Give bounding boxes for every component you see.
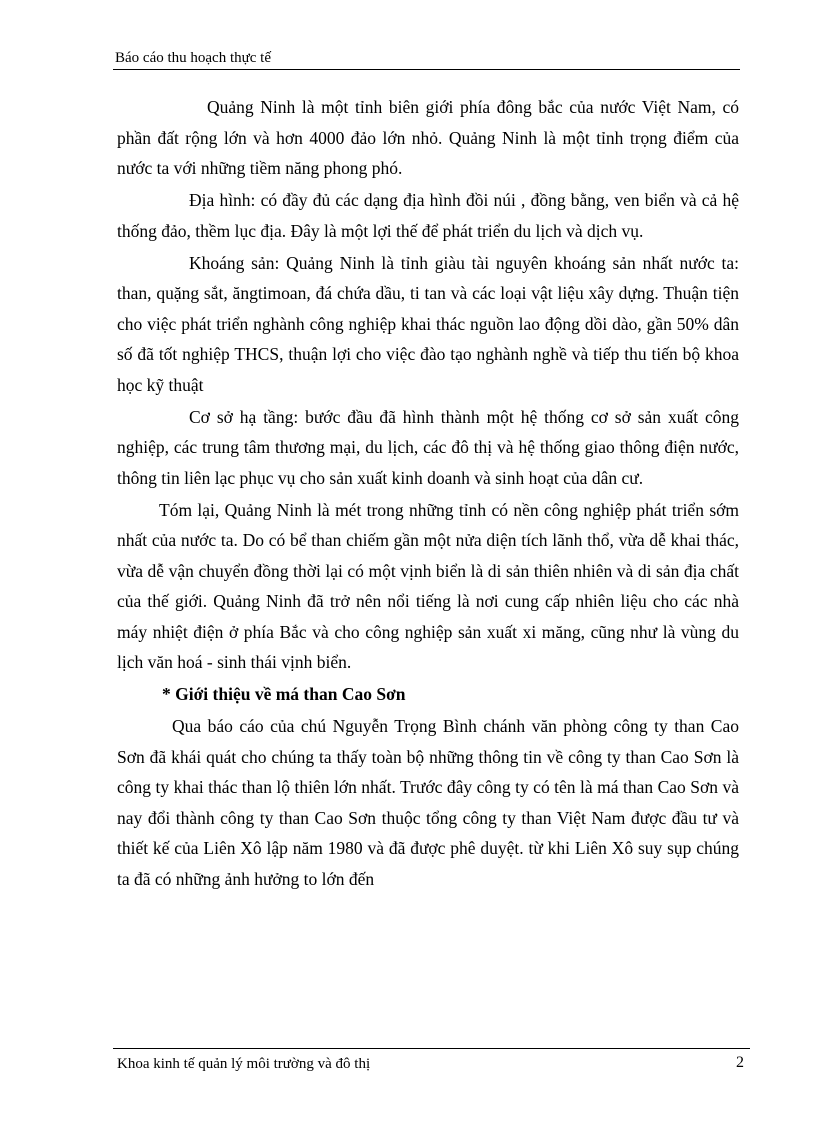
paragraph-summary: Tóm lại, Quảng Ninh là mét trong những tỉnh có nền công nghiệp phát triển sớm nhất của nước ta. Do có bể than chiếm gần một nửa diện tích lãnh thổ, vừa dễ khai thác, vừa dễ vận chuyển đồng thời lại có một vịnh biển là di sản thiên nhiên và di sản địa chất của thế giới. Quảng Ninh đã trở nên nổi tiếng là nơi cung cấp nhiên liệu cho các nhà máy nhiệt điện ở phía Bắc và cho công nghiệp sản xuất xi măng, cũng như là vùng du lịch văn hoá - sinh thái vịnh biển. — [117, 499, 739, 672]
paragraph-cao-son: Qua báo cáo của chú Nguyễn Trọng Bình chánh văn phòng công ty than Cao Sơn đã khái quát cho chúng ta thấy toàn bộ những thông tin về công ty than Cao Sơn là công ty khai thác than lộ thiên lớn nhất. Trước đây công ty có tên là má than Cao Sơn và nay đổi thành công ty than Cao Sơn thuộc tổng công ty than Việt Nam được đầu tư và thiết kế của Liên Xô lập năm 1980 và đã được phê duyệt. từ khi Liên Xô suy sụp chúng ta đã có những ảnh hưởng to lớn đến — [117, 716, 739, 889]
header-divider — [113, 69, 740, 70]
document-body — [117, 92, 739, 896]
paragraph-terrain: Địa hình: có đầy đủ các dạng địa hình đồi núi , đồng bằng, ven biển và cả hệ thống đảo, thềm lục địa. Đây là một lợi thế để phát triển du lịch và dịch vụ. — [117, 190, 739, 241]
paragraph-minerals: Khoáng sản: Quảng Ninh là tỉnh giàu tài nguyên khoáng sản nhất nước ta: than, quặng sắt, ăngtimoan, đá chứa dầu, ti tan và các loại vật liệu xây dựng. Thuận tiện cho việc phát triển nghành công nghiệp khai thác nguồn lao động dồi dào, gần 50% dân số đã tốt nghiệp THCS, thuận lợi cho việc đào tạo nghành nghề và tiếp thu tiến bộ khoa học kỹ thuật — [117, 252, 739, 395]
paragraph-infrastructure: Cơ sở hạ tầng: bước đầu đã hình thành một hệ thống cơ sở sản xuất công nghiệp, các trung tâm thương mại, du lịch, các đô thị và hệ thống giao thông điện nước, thông tin liên lạc phục vụ cho sản xuất kinh doanh và sinh hoạt của dân cư. — [117, 406, 739, 488]
section-heading: * Giới thiệu về má than Cao Sơn — [162, 684, 406, 704]
running-header: Báo cáo thu hoạch thực tế — [115, 50, 271, 66]
footer-divider — [113, 1048, 750, 1049]
running-footer: Khoa kinh tế quản lý môi trường và đô thị — [117, 1056, 371, 1072]
paragraph-intro: Quảng Ninh là một tỉnh biên giới phía đông bắc của nước Việt Nam, có phần đất rộng lớn và hơn 4000 đảo lớn nhỏ. Quảng Ninh là một tỉnh trọng điểm của nước ta với những tiềm năng phong phó. — [117, 97, 739, 178]
page-number: 2 — [736, 1054, 744, 1071]
